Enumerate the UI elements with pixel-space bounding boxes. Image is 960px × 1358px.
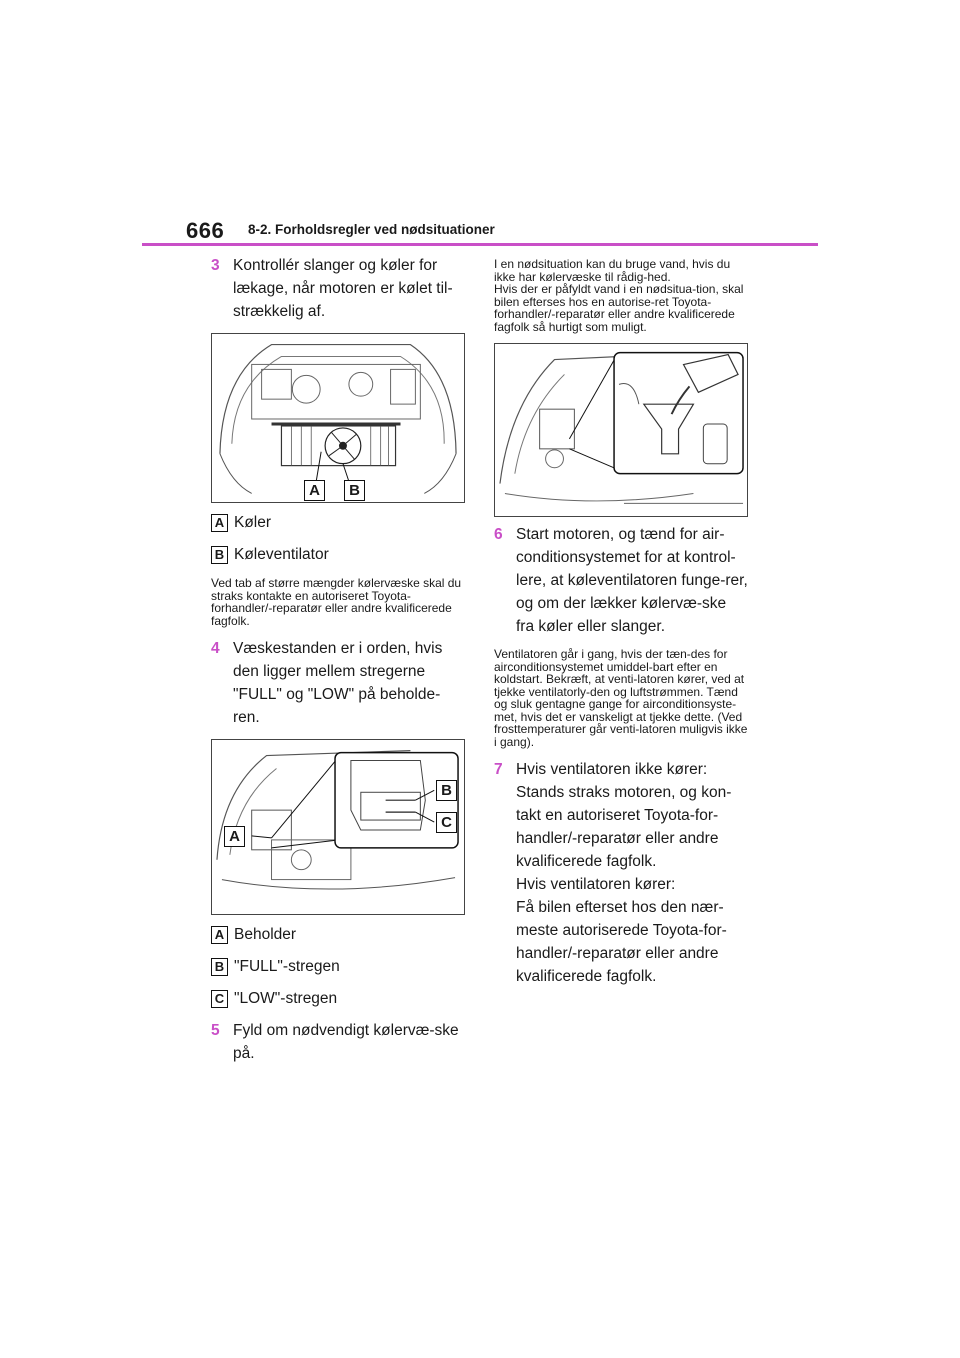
legend-item-radiator: [211, 509, 465, 537]
step-number: 7: [494, 761, 503, 778]
legend-key: C: [211, 990, 228, 1008]
page-number: 666: [186, 218, 225, 243]
callout-a: A: [304, 480, 325, 501]
callout-b: B: [436, 780, 457, 801]
legend-key: A: [211, 926, 228, 944]
step-7: [494, 758, 748, 988]
refill-figure: [494, 343, 748, 517]
step7-action-running: Få bilen efterset hos den nær-meste autoriserede Toyota-for-handler/-reparatør eller andre kvalificerede fagfolk.: [516, 899, 727, 985]
step7-condition-not-running: Hvis ventilatoren ikke kører:: [516, 761, 708, 778]
legend-item-full-line: [211, 953, 465, 981]
left-column: [211, 254, 465, 1075]
engine-bay-illustration: [212, 334, 464, 502]
legend-key: A: [211, 514, 228, 532]
step-text: Fyld om nødvendigt kølervæ-ske på.: [233, 1022, 459, 1062]
note-emergency-water: I en nødsituation kan du bruge vand, hvis du ikke har kølervæske til rådig-hed. Hvis der er påfyldt vand i en nødsitua-tion, skal bilen efterses hos en autorise-ret Toyota-forhandler/-reparatør eller andre kvalificerede fagfolk så hurtigt som muligt.: [494, 257, 744, 334]
step-number: 3: [211, 257, 220, 274]
step-text: [516, 758, 748, 988]
legend-item-fan: [211, 541, 465, 569]
legend-key: B: [211, 546, 228, 564]
section-title: 8-2. Forholdsregler ved nødsituationer: [248, 222, 495, 237]
callout-b: B: [344, 480, 365, 501]
legend-label: "FULL"-stregen: [234, 958, 340, 975]
reservoir-illustration: [212, 740, 464, 914]
right-column: [494, 254, 748, 998]
step-text: Start motoren, og tænd for air-conditionsystemet for at kontrol-lere, at køleventilatoren funge-rer, og om der lækker kølervæ-ske fra køler eller slanger.: [516, 526, 748, 635]
radiator-figure: [211, 333, 465, 503]
legend-item-low-line: [211, 985, 465, 1013]
legend-key: B: [211, 958, 228, 976]
step-number: 5: [211, 1022, 220, 1039]
callout-a: A: [224, 826, 245, 847]
step-text: Væskestanden er i orden, hvis den ligger mellem stregerne "FULL" og "LOW" på beholde-ren.: [233, 640, 443, 726]
step-3: [211, 254, 465, 323]
legend-label: Køleventilator: [234, 546, 329, 563]
note-fan-check: Ventilatoren går i gang, hvis der tæn-des for airconditionsystemet umiddel-bart efter en koldstart. Bekræft, at venti-latoren kører, ved at tjekke ventilatorly-den og luftstrømmen. Tænd og sluk gentagne gange for airconditionsyste-met, hvis det er vanskeligt at tjekke dette. (Ved frosttemperaturer går venti-latoren muligvis ikke i gang).: [494, 647, 748, 749]
step-4: [211, 637, 465, 729]
legend-label: "LOW"-stregen: [234, 990, 338, 1007]
step-text: Kontrollér slanger og køler for lækage, når motoren er kølet til-strækkelig af.: [233, 257, 453, 320]
legend-label: Beholder: [234, 926, 297, 943]
step7-condition-running: Hvis ventilatoren kører:: [516, 876, 676, 893]
note-coolant-loss: Ved tab af større mængder kølervæske skal du straks kontakte en autoriseret Toyota-forhandler/-reparatør eller andre kvalificerede fagfolk.: [211, 576, 462, 628]
header-divider: [142, 243, 818, 246]
legend-item-reservoir: [211, 921, 465, 949]
step-number: 6: [494, 526, 503, 543]
step-5: [211, 1019, 465, 1065]
refill-illustration: [495, 344, 747, 516]
step-6: [494, 523, 748, 638]
callout-c: C: [436, 812, 457, 833]
legend-label: Køler: [234, 514, 272, 531]
reservoir-figure: [211, 739, 465, 915]
step-number: 4: [211, 640, 220, 657]
step7-action-not-running: Stands straks motoren, og kon-takt en autoriseret Toyota-for-handler/-reparatør eller andre kvalificerede fagfolk.: [516, 784, 732, 870]
